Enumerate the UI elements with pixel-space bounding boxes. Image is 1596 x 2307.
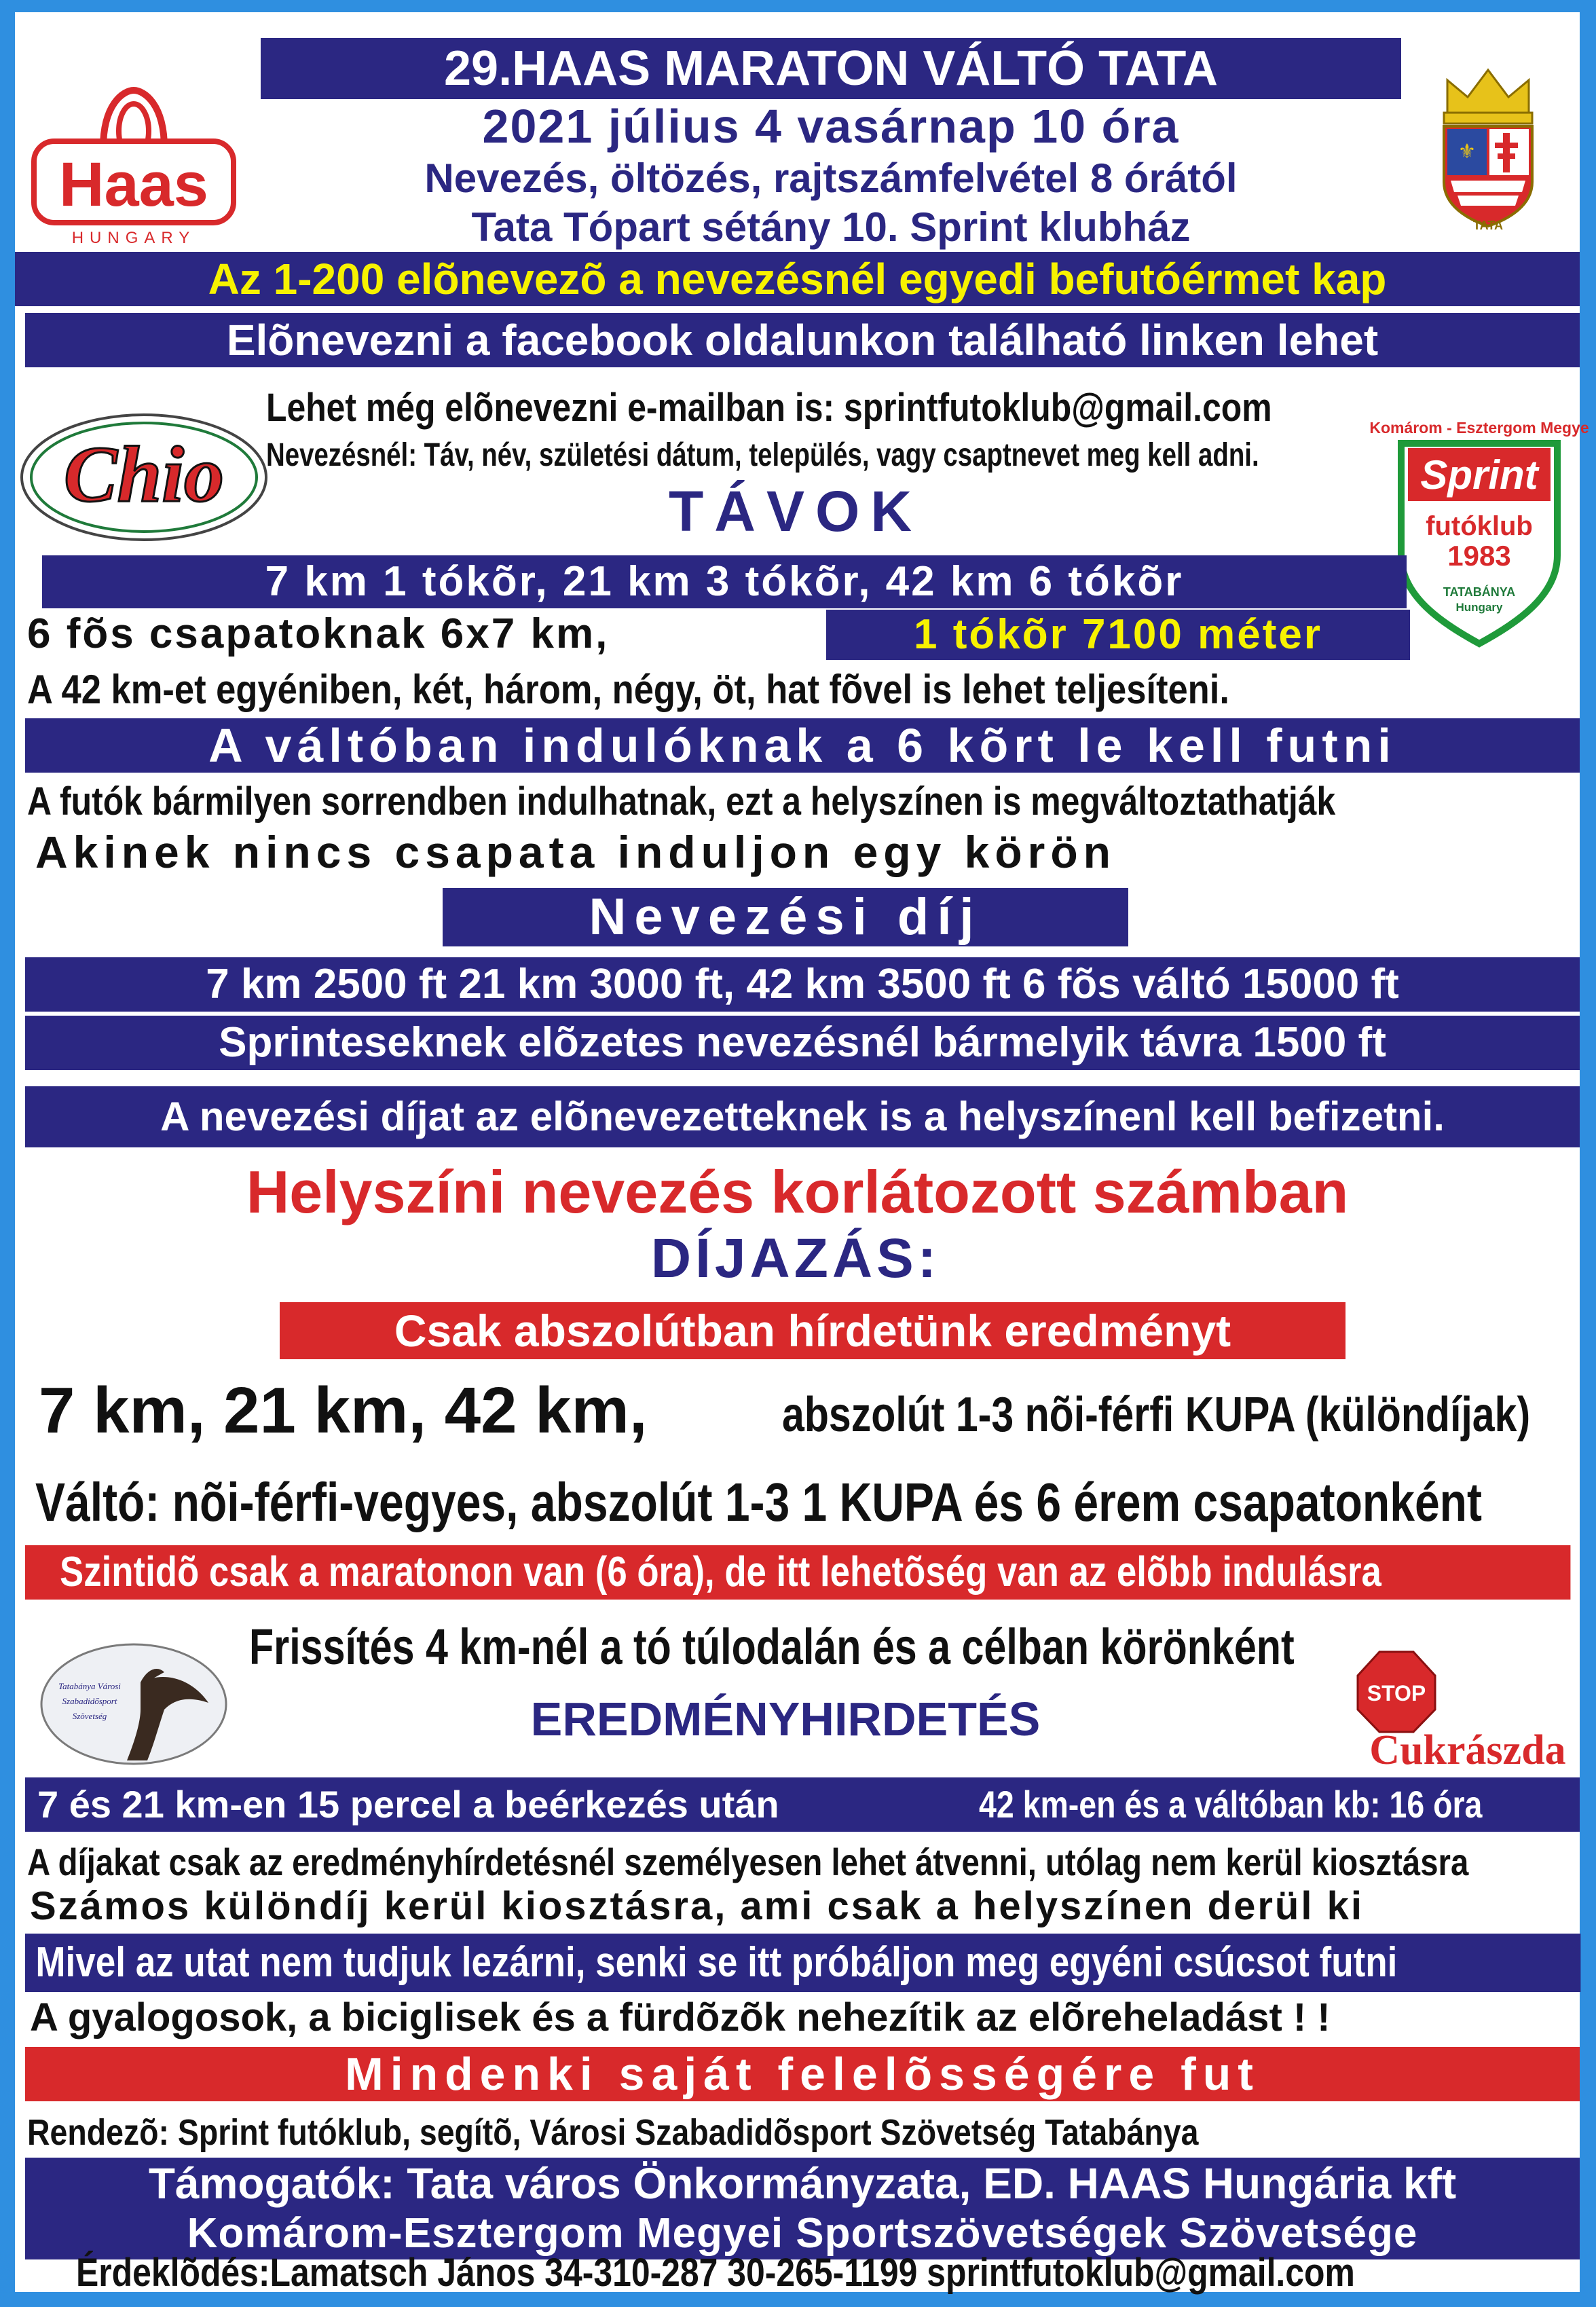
award-relay: Váltó: nõi-férfi-vegyes, abszolút 1-3 1 KUPA és 6 érem csapatonként — [35, 1472, 1482, 1532]
haas-logo-graphic — [22, 77, 246, 246]
event-date: 2021 július 4 vasárnap 10 óra — [482, 100, 1180, 153]
fees-heading: Nevezési díj — [443, 888, 1128, 946]
awards-heading: DÍJAZÁS: — [650, 1228, 941, 1289]
order-line: A futók bármilyen sorrendben indulhatnak, ezt a helyszínen is megváltoztathatják — [27, 779, 1336, 824]
results-timing-banner — [25, 1777, 1580, 1832]
limited-registration: Helyszíni nevezés korlátozott számban — [246, 1158, 1349, 1225]
sprint-logo — [1369, 413, 1589, 650]
laps-banner: 7 km 1 tókõr, 21 km 3 tókõr, 42 km 6 tókõr — [42, 555, 1407, 608]
time-limit-banner: Szintidõ csak a maratonon van (6 óra), de itt lehetõség van az elõbb indulásra — [25, 1545, 1570, 1600]
cukraszda-logo-graphic — [1352, 1645, 1573, 1777]
facebook-banner: Elõnevezni a facebook oldalunkon található linken lehet — [25, 313, 1580, 367]
road-warning-banner: Mivel az utat nem tudjuk lezárni, senki se itt próbáljon meg egyéni csúcsot futni — [25, 1934, 1580, 1992]
sprint-logo-year: 1983 — [1447, 540, 1511, 572]
award-distances: 7 km, 21 km, 42 km, — [39, 1374, 648, 1447]
svg-text:⚜: ⚜ — [1458, 141, 1477, 163]
pedestrians-line: A gyalogosok, a biciglisek és a fürdõzõk nehezítik az elõreheladást ! ! — [30, 1995, 1331, 2040]
haas-logo-sub: HUNGARY — [71, 229, 196, 247]
pickup-line: A díjakat csak az eredményhírdetésnél személyesen lehet átvenni, utólag nem kerül kiosztásra — [27, 1841, 1469, 1883]
teams-line: 6 fõs csapatoknak 6x7 km, — [27, 610, 610, 657]
relay-banner: A váltóban indulóknak a 6 kõrt le kell futni — [25, 718, 1580, 773]
results-timing-a: 7 és 21 km-en 15 percel a beérkezés után — [37, 1783, 779, 1826]
sprint-logo-club: futóklub — [1426, 511, 1533, 541]
svg-text:Tatabánya Városi: Tatabánya Városi — [58, 1681, 121, 1691]
sprint-logo-city: TATABÁNYA — [1443, 585, 1516, 599]
solo-line: A 42 km-et egyéniben, két, három, négy, öt, hat fõvel is lehet teljesíteni. — [27, 667, 1229, 712]
tatabanya-logo — [39, 1642, 229, 1767]
sponsors-line-2: Komárom-Esztergom Megyei Sportszövetségek Szövetsége — [187, 2210, 1418, 2257]
results-timing-b: 42 km-en és a váltóban kb: 16 óra — [979, 1783, 1483, 1826]
chio-logo-graphic — [15, 409, 273, 545]
no-team-line: Akinek nincs csapata induljon egy körön — [35, 827, 1116, 877]
sponsors-line-1: Támogatók: Tata város Önkormányzata, ED. HAAS Hungária kft — [148, 2159, 1457, 2208]
tata-label: TATA — [1473, 219, 1503, 232]
stop-sign-text: STOP — [1367, 1681, 1426, 1705]
poster — [15, 12, 1589, 2295]
absolute-banner: Csak abszolútban hírdetünk eredményt — [280, 1302, 1346, 1359]
event-title: 29.HAAS MARATON VÁLTÓ TATA — [261, 38, 1401, 99]
chio-logo — [15, 409, 273, 545]
tata-crest-icon — [1420, 67, 1556, 233]
venue: Tata Tópart sétány 10. Sprint klubház — [471, 204, 1191, 250]
sprint-logo-country: Hungary — [1455, 601, 1503, 614]
tatabanya-logo-graphic — [39, 1642, 229, 1767]
required-fields: Nevezésnél: Táv, név, születési dátum, település, vagy csaptnevet meg kell adni. — [266, 437, 1259, 473]
lap-length-box: 1 tókõr 7100 méter — [826, 610, 1410, 660]
award-cup: abszolút 1-3 nõi-férfi KUPA (különdíjak) — [782, 1388, 1531, 1442]
distances-heading: TÁVOK — [669, 479, 923, 543]
organizer-line: Rendezõ: Sprint futóklub, segítõ, Városi Szabadidõsport Szövetség Tatabánya — [27, 2112, 1199, 2153]
sprint-logo-graphic — [1369, 413, 1589, 650]
svg-text:Szabadidősport: Szabadidősport — [62, 1696, 117, 1706]
sprint-logo-name: Sprint — [1420, 452, 1538, 498]
contact-line: Érdeklõdés:Lamatsch János 34-310-287 30-265-1199 sprintfutoklub@gmail.com — [76, 2251, 1355, 2295]
haas-logo-text: Haas — [59, 150, 208, 219]
results-heading: EREDMÉNYHIRDETÉS — [530, 1693, 1041, 1746]
email-line: Lehet még elõnevezni e-mailban is: sprintfutoklub@gmail.com — [266, 386, 1272, 430]
svg-text:Szövetség: Szövetség — [72, 1711, 107, 1721]
registration-time: Nevezés, öltözés, rajtszámfelvétel 8 órától — [424, 155, 1238, 201]
refreshment-line: Frissítés 4 km-nél a tó túlodalán és a célban körönként — [249, 1619, 1295, 1675]
cukraszda-logo — [1352, 1645, 1573, 1777]
cukraszda-text: Cukrászda — [1369, 1727, 1566, 1773]
special-prizes-line: Számos különdíj kerül kiosztásra, ami csak a helyszínen derül ki — [30, 1884, 1364, 1928]
haas-logo — [22, 77, 246, 246]
prices-banner: 7 km 2500 ft 21 km 3000 ft, 42 km 3500 ft 6 fõs váltó 15000 ft — [25, 957, 1580, 1012]
responsibility-banner: Mindenki saját felelõsségére fut — [25, 2047, 1580, 2101]
sponsors-banner — [25, 2158, 1580, 2259]
medal-banner: Az 1-200 elõnevezõ a nevezésnél egyedi befutóérmet kap — [15, 252, 1580, 306]
sprint-logo-top: Komárom - Esztergom Megye — [1369, 419, 1589, 437]
chio-logo-text: Chio — [63, 430, 225, 519]
sprint-members-banner: Sprinteseknek elõzetes nevezésnél bármelyik távra 1500 ft — [25, 1016, 1580, 1070]
tata-coat-of-arms — [1420, 67, 1556, 233]
pay-on-site-banner: A nevezési díjat az elõnevezetteknek is a helyszínenl kell befizetni. — [25, 1086, 1580, 1147]
